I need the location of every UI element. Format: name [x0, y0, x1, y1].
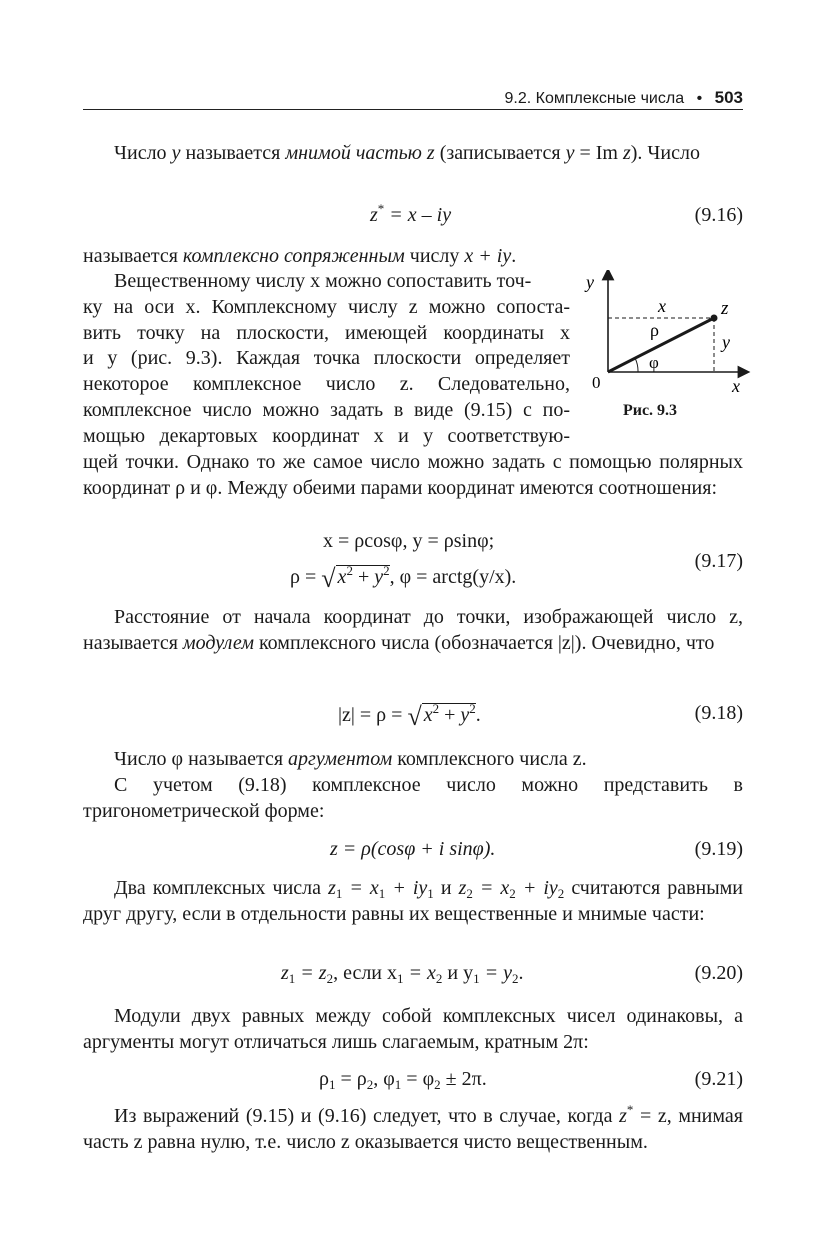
- var-y: y: [374, 566, 384, 588]
- paragraph-conjugate: [83, 244, 743, 270]
- var-x: x: [337, 566, 347, 588]
- paragraph-real-case: [83, 1104, 743, 1156]
- angle-arc: [635, 358, 638, 372]
- term-conjugate: комплексно сопряженным: [182, 245, 405, 267]
- equation-formula: |z| = ρ = √ $x^2 + y^2$.: [338, 701, 481, 731]
- var-z: z: [619, 1105, 627, 1127]
- var-z: z: [458, 877, 467, 899]
- text: называется: [83, 245, 183, 267]
- label-x-segment: x: [658, 296, 666, 316]
- sub: 2: [509, 886, 516, 901]
- header-section-title: 9.2. Комплексные числа: [504, 90, 685, 107]
- square: 2: [469, 701, 476, 716]
- sub: 1: [378, 886, 386, 901]
- sub: 2: [435, 971, 443, 986]
- text: Число: [114, 142, 172, 164]
- text: Число φ называется: [114, 748, 289, 770]
- var: = φ: [401, 1068, 435, 1090]
- var: z: [281, 962, 289, 984]
- text: комплексного числа z.: [392, 748, 587, 770]
- var: = ρ: [335, 1068, 367, 1090]
- figure-9-3: [580, 270, 752, 430]
- text: комплексного числа (обозначается |z|). Очевидно, что: [253, 631, 715, 654]
- text: и y: [442, 962, 474, 984]
- equation-number: (9.19): [694, 838, 743, 860]
- var-z: z: [622, 142, 631, 164]
- sub: 2: [511, 971, 519, 986]
- sub: 2: [366, 1077, 374, 1092]
- equation-formula: [281, 962, 523, 985]
- equation-9-19: [83, 838, 743, 870]
- line: и y (рис. 9.3). Каждая точка плоскости определяет: [83, 347, 570, 370]
- paragraph-polar: щей точки. Однако то же самое число можно задать с помощью полярных координат ρ и φ. Между обеими парами координат имеются соотношения:: [83, 451, 743, 499]
- label-y-segment: y: [722, 332, 730, 352]
- paragraph-imaginary-part: [83, 141, 743, 167]
- equation-line-2: ρ = √ $x^2 + y^2$, φ = arctg(y/x).: [290, 563, 517, 593]
- sub: 1: [427, 886, 434, 901]
- text: Расстояние от начала координат до точки, изображающей число z, называется: [83, 606, 743, 654]
- label-point-z: z: [721, 298, 729, 319]
- complex-plane-diagram: [580, 270, 752, 400]
- text: и: [433, 877, 459, 899]
- text: |z| = ρ =: [338, 704, 408, 726]
- conjugate-star: *: [626, 1102, 634, 1117]
- square: 2: [346, 563, 353, 578]
- paragraph-equality: [83, 876, 743, 928]
- sub: 1: [335, 886, 343, 901]
- paragraph-trigonometric: С учетом (9.18) комплексное число можно представить в тригонометрической форме:: [83, 774, 743, 822]
- var: = y: [479, 962, 512, 984]
- equation-formula: [319, 1068, 487, 1091]
- var-y: y: [171, 142, 181, 164]
- text: ). Число: [630, 142, 700, 164]
- var: , φ: [373, 1068, 395, 1090]
- text: = Im: [574, 142, 623, 164]
- sub: 1: [328, 1077, 336, 1092]
- equation-number: (9.20): [694, 962, 743, 984]
- paragraph-modulus: [83, 605, 743, 657]
- sub: 2: [466, 886, 473, 901]
- text: + iy: [515, 877, 558, 899]
- line: ку на оси x. Комплексному числу z можно сопоста-: [83, 295, 570, 318]
- square: 2: [432, 701, 440, 716]
- term-argument: аргументом: [288, 748, 393, 770]
- var: = z: [295, 962, 327, 984]
- equation-9-20: [83, 962, 743, 994]
- label-phi: φ: [649, 353, 659, 372]
- text: .: [518, 962, 524, 984]
- equation-number: (9.21): [694, 1068, 743, 1090]
- conjugate-star: *: [377, 201, 385, 216]
- line: Вещественному числу x можно сопоставить точ-: [114, 270, 532, 292]
- var-y: y: [460, 704, 470, 726]
- text: (записывается: [434, 142, 566, 164]
- plus: +: [352, 566, 375, 588]
- equation-number: (9.16): [694, 204, 743, 226]
- text: числу: [404, 245, 465, 267]
- var-x: x: [423, 704, 433, 726]
- label-origin: 0: [592, 373, 601, 392]
- square: 2: [383, 563, 390, 578]
- label-y-axis: y: [586, 272, 594, 292]
- label-rho: ρ: [650, 320, 659, 340]
- paragraph-argument: [83, 747, 743, 773]
- var-z: z: [328, 877, 336, 899]
- text: = z, мнимая часть z равна нулю, т.е. число z оказывается чисто вещественным.: [83, 1105, 743, 1153]
- equation-formula: z = ρ(cosφ + i sinφ).: [330, 838, 496, 860]
- term-modulus: модулем: [182, 631, 254, 654]
- page-number: 503: [714, 88, 743, 107]
- var-z: z: [370, 204, 378, 226]
- text: ± 2π.: [440, 1068, 487, 1090]
- header-rule: [83, 109, 743, 110]
- text: = x: [472, 877, 510, 899]
- figure-caption: Рис. 9.3: [622, 402, 678, 419]
- text: .: [475, 704, 481, 726]
- sub: 2: [326, 971, 334, 986]
- sub: 1: [288, 971, 296, 986]
- text: Два комплексных числа: [114, 877, 329, 899]
- header-bullet: •: [696, 90, 703, 107]
- line: некоторое комплексное число z. Следовательно,: [83, 373, 570, 396]
- paragraph-geometric: [83, 269, 570, 450]
- running-header: [83, 88, 743, 110]
- sub: 1: [473, 971, 480, 986]
- text: .: [511, 245, 517, 267]
- equation-9-21: [83, 1068, 743, 1100]
- expr-x-iy: x + iy: [464, 245, 512, 267]
- sub: 1: [394, 1077, 402, 1092]
- radicand: [336, 565, 390, 588]
- text: , если x: [333, 962, 398, 984]
- var: = x: [403, 962, 436, 984]
- var-z: z: [426, 142, 435, 164]
- equation-number: (9.17): [694, 550, 743, 572]
- paragraph-moduli: Модули двух равных между собой комплексных чисел одинаковы, а аргументы могут отличаться лишь слагаемым, кратным 2π:: [83, 1005, 743, 1053]
- equation-9-18: [83, 702, 743, 734]
- sub: 2: [557, 886, 565, 901]
- text: Из выражений (9.15) и (9.16) следует, что в случае, когда: [114, 1105, 620, 1127]
- equation-9-16: [83, 201, 743, 236]
- text: считаются равными друг другу, если в отдельности равны их вещественные и мнимые части:: [83, 877, 744, 925]
- sub: 1: [397, 971, 404, 986]
- radius-vector: [608, 318, 714, 372]
- text: + iy: [385, 877, 428, 899]
- equation-line-1: x = ρcosφ, y = ρsinφ;: [323, 530, 495, 552]
- text: = x: [342, 877, 379, 899]
- line: комплексное число можно задать в виде (9.15) с по-: [83, 398, 570, 421]
- text: ρ =: [290, 566, 322, 588]
- label-x-axis: x: [732, 376, 740, 396]
- point-z: [711, 315, 718, 322]
- equation-formula: [370, 201, 452, 227]
- var-y: y: [565, 142, 575, 164]
- term-imaginary-part: мнимой частью: [285, 142, 422, 164]
- line: мощью декартовых координат x и y соответствую-: [83, 424, 570, 447]
- line: вить точку на плоскости, имеющей координаты x: [83, 321, 570, 344]
- plus: +: [439, 704, 461, 726]
- text: называется: [180, 142, 286, 164]
- text: , φ = arctg(y/x).: [389, 566, 517, 588]
- equation-rhs: = x – iy: [384, 204, 452, 226]
- radicand: [422, 703, 476, 726]
- equation-9-17: [83, 530, 743, 594]
- sub: 2: [434, 1077, 441, 1092]
- var: ρ: [319, 1068, 329, 1090]
- equation-number: (9.18): [694, 702, 743, 724]
